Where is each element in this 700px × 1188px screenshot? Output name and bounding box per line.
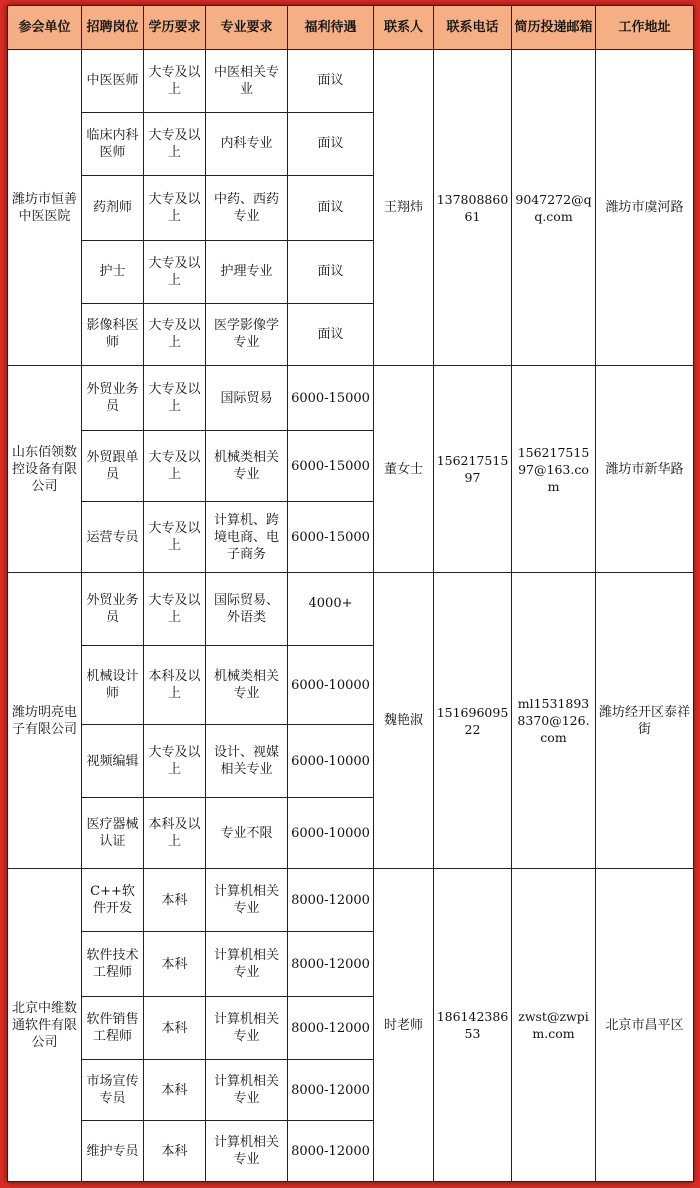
job-position: 外贸业务员 xyxy=(82,573,144,646)
job-position: 软件销售工程师 xyxy=(82,997,144,1060)
work-address: 潍坊经开区泰祥街 xyxy=(596,573,694,869)
job-welfare: 6000-10000 xyxy=(288,798,374,869)
contact-phone: 15621751597 xyxy=(434,366,512,573)
job-education: 本科及以上 xyxy=(144,798,206,869)
job-major: 计算机相关专业 xyxy=(206,869,288,932)
job-position: 中医医师 xyxy=(82,50,144,113)
job-major: 计算机相关专业 xyxy=(206,1121,288,1182)
header-address: 工作地址 xyxy=(596,6,694,50)
header-education: 学历要求 xyxy=(144,6,206,50)
job-education: 大专及以上 xyxy=(144,366,206,431)
header-row xyxy=(8,6,694,50)
job-education: 大专及以上 xyxy=(144,725,206,798)
job-education: 大专及以上 xyxy=(144,573,206,646)
job-welfare: 6000-10000 xyxy=(288,646,374,725)
job-welfare: 8000-12000 xyxy=(288,932,374,997)
resume-email: 15621751597@163.com xyxy=(512,366,596,573)
table-row xyxy=(8,573,694,646)
job-education: 大专及以上 xyxy=(144,112,206,175)
job-major: 机械类相关专业 xyxy=(206,646,288,725)
job-welfare: 8000-12000 xyxy=(288,997,374,1060)
resume-email: 9047272@qq.com xyxy=(512,50,596,366)
job-position: 医疗器械认证 xyxy=(82,798,144,869)
header-major: 专业要求 xyxy=(206,6,288,50)
header-company: 参会单位 xyxy=(8,6,82,50)
job-welfare: 面议 xyxy=(288,303,374,366)
job-major: 中医相关专业 xyxy=(206,50,288,113)
contact-person: 董女士 xyxy=(374,366,434,573)
company-name: 北京中维数通软件有限公司 xyxy=(8,869,82,1182)
job-major: 设计、视媒相关专业 xyxy=(206,725,288,798)
job-major: 医学影像学专业 xyxy=(206,303,288,366)
job-education: 本科 xyxy=(144,997,206,1060)
work-address: 北京市昌平区 xyxy=(596,869,694,1182)
header-phone: 联系电话 xyxy=(434,6,512,50)
contact-person: 魏艳淑 xyxy=(374,573,434,869)
job-welfare: 6000-15000 xyxy=(288,502,374,573)
job-position: 影像科医师 xyxy=(82,303,144,366)
contact-phone: 18614238653 xyxy=(434,869,512,1182)
job-major: 机械类相关专业 xyxy=(206,431,288,502)
job-position: 护士 xyxy=(82,240,144,303)
job-education: 大专及以上 xyxy=(144,175,206,240)
header-email: 简历投递邮箱 xyxy=(512,6,596,50)
job-education: 大专及以上 xyxy=(144,502,206,573)
job-position: 市场宣传专员 xyxy=(82,1060,144,1121)
table-row xyxy=(8,366,694,431)
job-welfare: 8000-12000 xyxy=(288,1121,374,1182)
resume-email: ml15318938370@126.com xyxy=(512,573,596,869)
job-major: 国际贸易 xyxy=(206,366,288,431)
contact-person: 王翔炜 xyxy=(374,50,434,366)
job-position: 药剂师 xyxy=(82,175,144,240)
job-welfare: 面议 xyxy=(288,175,374,240)
company-name: 潍坊市恒善中医医院 xyxy=(8,50,82,366)
job-welfare: 面议 xyxy=(288,50,374,113)
contact-phone: 15169609522 xyxy=(434,573,512,869)
job-position: 运营专员 xyxy=(82,502,144,573)
job-education: 大专及以上 xyxy=(144,431,206,502)
job-education: 大专及以上 xyxy=(144,303,206,366)
job-major: 内科专业 xyxy=(206,112,288,175)
job-position: 外贸业务员 xyxy=(82,366,144,431)
job-fair-table-frame xyxy=(7,5,693,1182)
resume-email: zwst@zwpim.com xyxy=(512,869,596,1182)
job-welfare: 4000+ xyxy=(288,573,374,646)
job-position: 外贸跟单员 xyxy=(82,431,144,502)
job-welfare: 面议 xyxy=(288,112,374,175)
contact-phone: 13780886061 xyxy=(434,50,512,366)
job-education: 本科 xyxy=(144,1060,206,1121)
work-address: 潍坊市虞河路 xyxy=(596,50,694,366)
job-position: 视频编辑 xyxy=(82,725,144,798)
job-major: 中药、西药专业 xyxy=(206,175,288,240)
job-welfare: 8000-12000 xyxy=(288,1060,374,1121)
job-major: 计算机、跨境电商、电子商务 xyxy=(206,502,288,573)
job-education: 本科 xyxy=(144,1121,206,1182)
job-major: 计算机相关专业 xyxy=(206,997,288,1060)
job-education: 本科 xyxy=(144,932,206,997)
header-contact: 联系人 xyxy=(374,6,434,50)
job-fair-table xyxy=(7,5,694,1182)
job-education: 本科 xyxy=(144,869,206,932)
company-name: 山东佰领数控设备有限公司 xyxy=(8,366,82,573)
job-major: 专业不限 xyxy=(206,798,288,869)
job-position: 软件技术工程师 xyxy=(82,932,144,997)
header-position: 招聘岗位 xyxy=(82,6,144,50)
table-row xyxy=(8,50,694,113)
job-major: 护理专业 xyxy=(206,240,288,303)
job-education: 本科及以上 xyxy=(144,646,206,725)
job-major: 计算机相关专业 xyxy=(206,932,288,997)
job-welfare: 面议 xyxy=(288,240,374,303)
company-name: 潍坊明亮电子有限公司 xyxy=(8,573,82,869)
job-position: 维护专员 xyxy=(82,1121,144,1182)
job-position: 临床内科医师 xyxy=(82,112,144,175)
job-position: C++软件开发 xyxy=(82,869,144,932)
header-welfare: 福利待遇 xyxy=(288,6,374,50)
job-position: 机械设计师 xyxy=(82,646,144,725)
job-welfare: 8000-12000 xyxy=(288,869,374,932)
work-address: 潍坊市新华路 xyxy=(596,366,694,573)
job-education: 大专及以上 xyxy=(144,50,206,113)
job-welfare: 6000-15000 xyxy=(288,366,374,431)
job-welfare: 6000-15000 xyxy=(288,431,374,502)
job-education: 大专及以上 xyxy=(144,240,206,303)
job-major: 国际贸易、外语类 xyxy=(206,573,288,646)
table-row xyxy=(8,869,694,932)
job-major: 计算机相关专业 xyxy=(206,1060,288,1121)
contact-person: 时老师 xyxy=(374,869,434,1182)
job-welfare: 6000-10000 xyxy=(288,725,374,798)
